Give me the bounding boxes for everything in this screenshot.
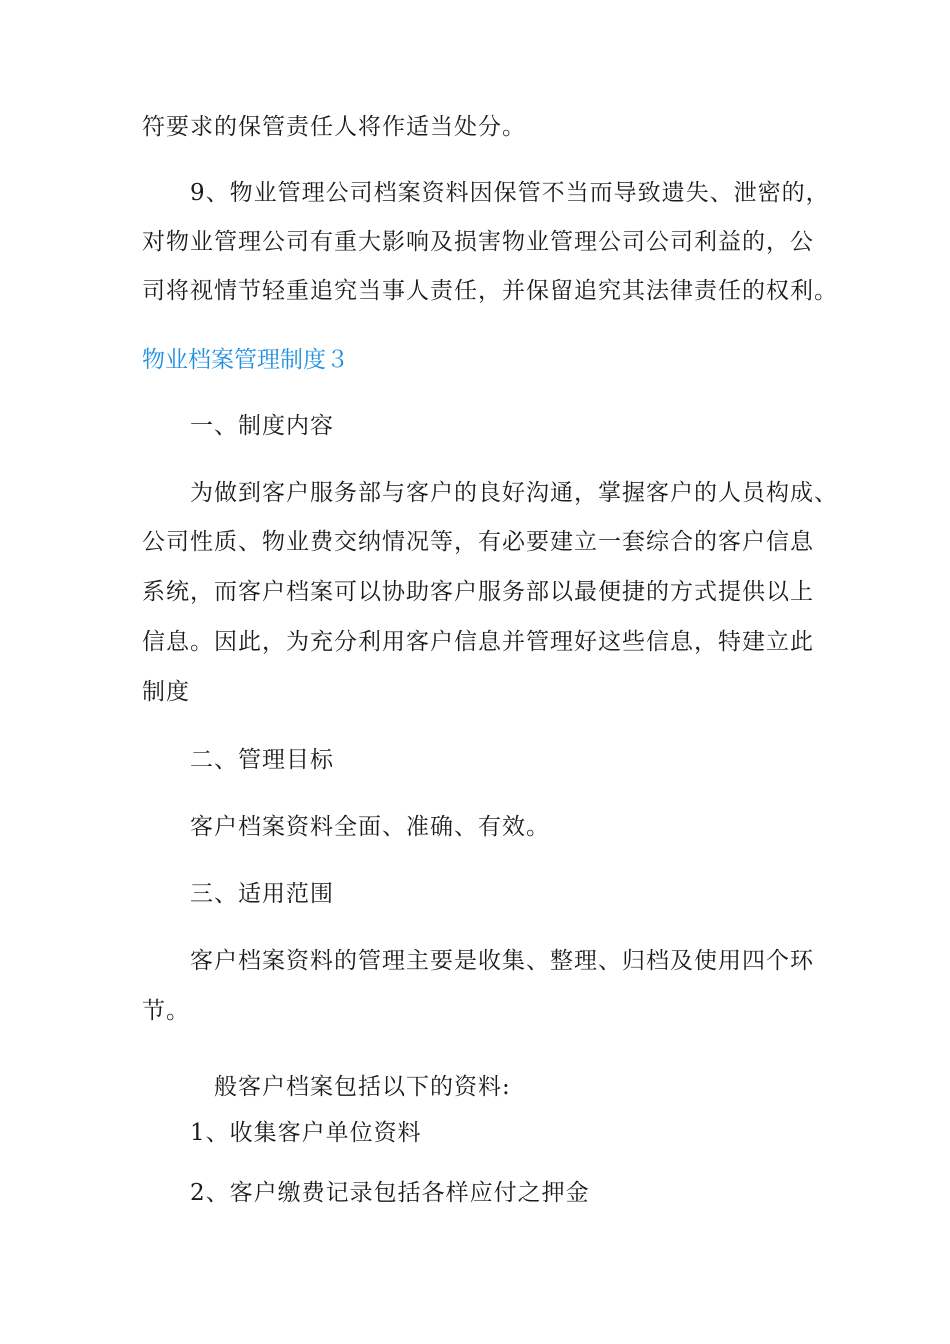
paragraph-line: 对物业管理公司有重大影响及损害物业管理公司公司利益的，公 [142,229,814,255]
subheading-line: 一、制度内容 [190,413,334,439]
paragraph-line: 节。 [142,998,190,1024]
paragraph-line: 般客户档案包括以下的资料: [214,1074,511,1100]
paragraph-line: 制度 [142,679,190,705]
list-item: 2、客户缴费记录包括各样应付之押金 [190,1180,590,1206]
paragraph-line: 司将视情节轻重追究当事人责任，并保留追究其法律责任的权利。 [142,278,838,304]
section-title: 物业档案管理制度３ [142,347,349,373]
paragraph-line: 系统，而客户档案可以协助客户服务部以最便捷的方式提供以上 [142,579,814,605]
subheading-line: 三、适用范围 [190,881,334,907]
paragraph-line: 信息。因此，为充分利用客户信息并管理好这些信息，特建立此 [142,629,814,655]
paragraph-line: 公司性质、物业费交纳情况等，有必要建立一套综合的客户信息 [142,529,814,555]
list-item: 1、收集客户单位资料 [190,1120,422,1146]
paragraph-line: 9、物业管理公司档案资料因保管不当而导致遗失、泄密的， [190,180,830,206]
paragraph-line: 为做到客户服务部与客户的良好沟通，掌握客户的人员构成、 [190,480,838,506]
paragraph-line: 客户档案资料全面、准确、有效。 [190,814,550,840]
paragraph-line: 客户档案资料的管理主要是收集、整理、归档及使用四个环 [190,948,814,974]
paragraph-line: 符要求的保管责任人将作适当处分。 [142,114,526,140]
subheading-line: 二、管理目标 [190,747,334,773]
